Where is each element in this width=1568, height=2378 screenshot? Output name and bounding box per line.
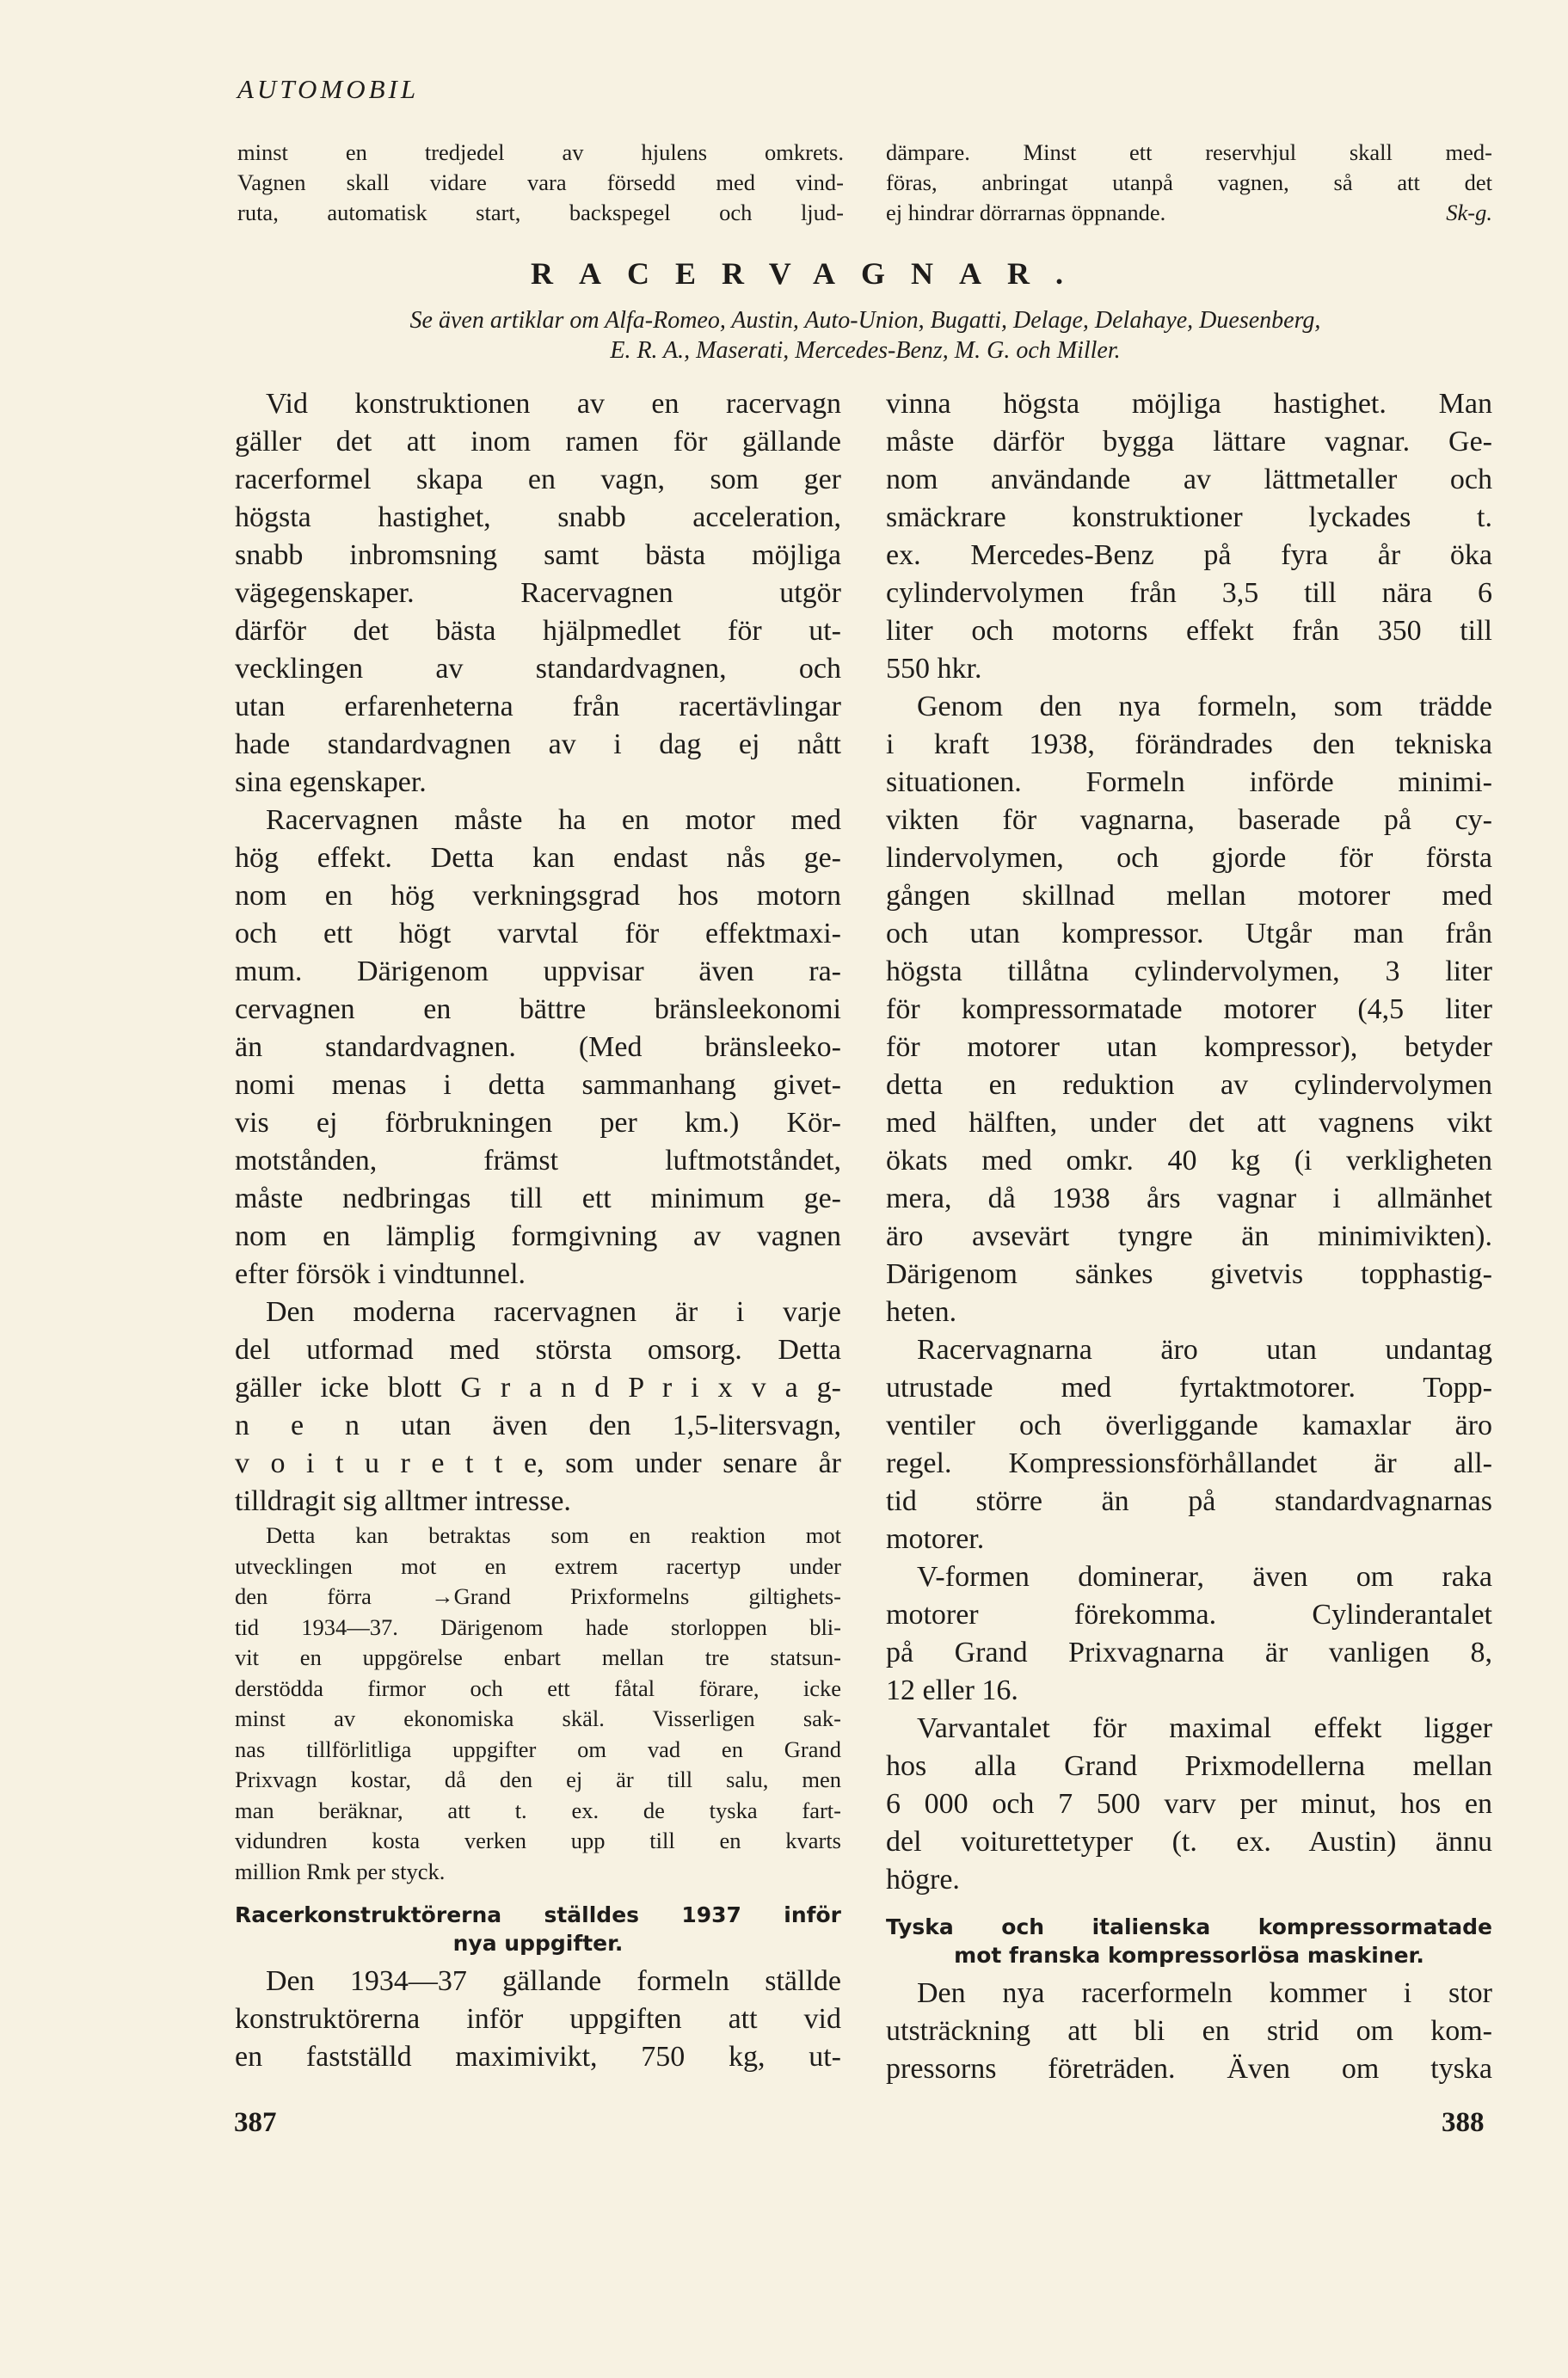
- text-line: för kompressormatade motorer (4,5 liter: [886, 993, 1492, 1025]
- text-line: pressorns företräden. Även om tyska: [886, 2053, 1492, 2085]
- paragraph: [886, 385, 1492, 688]
- text-line: hade standardvagnen av i dag ej nått: [235, 728, 841, 760]
- text-line: tid större än på standardvagnarnas: [886, 1485, 1492, 1517]
- text-line: ökats med omkr. 40 kg (i verkligheten: [886, 1145, 1492, 1177]
- text-line: dämpare. Minst ett reservhjul skall med-: [886, 139, 1492, 165]
- text-line: i kraft 1938, förändrades den tekniska: [886, 728, 1492, 760]
- text-line: million Rmk per styck.: [235, 1858, 446, 1884]
- paragraph: [886, 1710, 1492, 1899]
- text-line: vinna högsta möjliga hastighet. Man: [886, 388, 1492, 420]
- page-number-right: 388: [1442, 2107, 1485, 2138]
- text-line: vikten för vagnarna, baserade på cy-: [886, 804, 1492, 836]
- section-heading: [235, 1901, 841, 1957]
- text-line: en fastställd maximivikt, 750 kg, ut-: [235, 2041, 841, 2073]
- paragraph: [235, 1963, 841, 2076]
- text-line: Racerkonstruktörerna ställdes 1937 inför: [235, 1902, 841, 1927]
- text-line: [886, 198, 1492, 228]
- running-head: AUTOMOBIL: [237, 74, 420, 104]
- top-right-paragraph: [886, 138, 1492, 228]
- text-line: V-formen dominerar, även om raka: [917, 1561, 1492, 1593]
- text-line: Prixvagn kostar, då den ej är till salu, men: [235, 1767, 841, 1792]
- text-line: vägegenskaper. Racervagnen utgör: [235, 577, 841, 609]
- text-line: nom en hög verkningsgrad hos motorn: [235, 880, 841, 912]
- text-line: vit en uppgörelse enbart mellan tre statsun-: [235, 1644, 841, 1670]
- text-line: man beräknar, att t. ex. de tyska fart-: [235, 1797, 841, 1823]
- text-line: och utan kompressor. Utgår man från: [886, 918, 1492, 949]
- text-line: ruta, automatisk start, backspegel och ljud-: [237, 200, 844, 225]
- text-line: heten.: [886, 1296, 957, 1328]
- paragraph: [886, 1975, 1492, 2088]
- author-signature: Sk-g.: [1446, 200, 1492, 225]
- text-line: Varvantalet för maximal effekt ligger: [917, 1712, 1492, 1744]
- text-line: situationen. Formeln införde minimi-: [886, 766, 1492, 798]
- page-number-left: 387: [234, 2107, 277, 2138]
- left-column: [235, 385, 841, 2076]
- text-line: ex. Mercedes-Benz på fyra år öka: [886, 539, 1492, 571]
- text-line: äro avsevärt tyngre än minimivikten).: [886, 1220, 1492, 1252]
- text-line: Vagnen skall vidare vara försedd med vind-: [237, 169, 844, 195]
- text-line: vis ej förbrukningen per km.) Kör-: [235, 1107, 841, 1139]
- text-line: minst av ekonomiska skäl. Visserligen sak-: [235, 1705, 841, 1731]
- text-line: v o i t u r e t t e, som under senare år: [235, 1447, 841, 1479]
- text-line: gäller det att inom ramen för gällande: [235, 426, 841, 458]
- text-line: nomi menas i detta sammanhang givet-: [235, 1069, 841, 1101]
- text-line: cervagnen en bättre bränsleekonomi: [235, 993, 841, 1025]
- text-line: vecklingen av standardvagnen, och: [235, 653, 841, 685]
- see-also-note: [237, 305, 1493, 366]
- text-line: smäckrare konstruktioner lyckades t.: [886, 501, 1492, 533]
- text-line: mot franska kompressorlösa maskiner.: [954, 1943, 1424, 1968]
- text-line: nas tillförlitliga uppgifter om vad en Grand: [235, 1736, 841, 1762]
- paragraph: [235, 1521, 841, 1887]
- text-line: vidundren kosta verken upp till en kvarts: [235, 1828, 841, 1853]
- paragraph: [235, 1293, 841, 1521]
- text-line: del utformad med största omsorg. Detta: [235, 1334, 841, 1366]
- text-line-content: ej hindrar dörrarnas öppnande.: [886, 200, 1166, 225]
- text-line: med hälften, under det att vagnens vikt: [886, 1107, 1492, 1139]
- text-line: måste nedbringas till ett minimum ge-: [235, 1183, 841, 1214]
- text-line: Därigenom sänkes givetvis topphastig-: [886, 1258, 1492, 1290]
- section-heading: [886, 1913, 1492, 1969]
- text-line: gäller icke blott G r a n d P r i x v a g-: [235, 1372, 841, 1404]
- text-line: snabb inbromsning samt bästa möjliga: [235, 539, 841, 571]
- top-left-paragraph: [237, 138, 844, 228]
- text-line: Tyska och italienska kompressormatade: [886, 1914, 1492, 1939]
- text-line: Genom den nya formeln, som trädde: [917, 691, 1492, 722]
- text-line: hos alla Grand Prixmodellerna mellan: [886, 1750, 1492, 1782]
- text-line: utvecklingen mot en extrem racertyp under: [235, 1552, 841, 1579]
- text-line: högsta tillåtna cylindervolymen, 3 liter: [886, 956, 1492, 987]
- text-line: efter försök i vindtunnel.: [235, 1258, 526, 1290]
- text-line: detta en reduktion av cylindervolymen: [886, 1069, 1492, 1101]
- text-line: utsträckning att bli en strid om kom-: [886, 2015, 1492, 2047]
- text-line: högre.: [886, 1864, 960, 1896]
- text-line: konstruktörerna inför uppgiften att vid: [235, 2003, 841, 2035]
- text-line: för motorer utan kompressor), betyder: [886, 1031, 1492, 1063]
- text-line: 6 000 och 7 500 varv per minut, hos en: [886, 1788, 1492, 1820]
- paragraph: [886, 1558, 1492, 1710]
- text-line: därför det bästa hjälpmedlet för ut-: [235, 615, 841, 647]
- text-line: på Grand Prixvagnarna är vanligen 8,: [886, 1637, 1492, 1668]
- text-line: racerformel skapa en vagn, som ger: [235, 464, 841, 495]
- text-line: lindervolymen, och gjorde för första: [886, 842, 1492, 874]
- text-line: tid 1934—37. Därigenom hade storloppen bli-: [235, 1613, 841, 1640]
- text-line: högsta hastighet, snabb acceleration,: [235, 501, 841, 533]
- text-line: del voiturettetyper (t. ex. Austin) ännu: [886, 1826, 1492, 1858]
- text-line: cylindervolymen från 3,5 till nära 6: [886, 577, 1492, 609]
- text-line: Vid konstruktionen av en racervagn: [266, 388, 841, 420]
- text-line: ventiler och överliggande kamaxlar äro: [886, 1410, 1492, 1441]
- text-line: hög effekt. Detta kan endast nås ge-: [235, 842, 841, 874]
- paragraph: [235, 802, 841, 1293]
- text-line: Den 1934—37 gällande formeln ställde: [266, 1965, 841, 1997]
- text-line: motorer förekomma. Cylinderantalet: [886, 1599, 1492, 1631]
- paragraph: [886, 688, 1492, 1331]
- text-line: minst en tredjedel av hjulens omkrets.: [237, 139, 844, 165]
- text-line: tilldragit sig alltmer intresse.: [235, 1485, 571, 1517]
- text-line: utrustade med fyrtaktmotorer. Topp-: [886, 1372, 1492, 1404]
- text-line: nom användande av lättmetaller och: [886, 464, 1492, 495]
- paragraph: [886, 1331, 1492, 1558]
- see-also-line: Se även artiklar om Alfa-Romeo, Austin, Auto-Union, Bugatti, Delage, Delahaye, Duesenberg,: [409, 307, 1321, 334]
- text-line: mum. Därigenom uppvisar även ra-: [235, 956, 841, 987]
- text-line: regel. Kompressionsförhållandet är all-: [886, 1447, 1492, 1479]
- article-title: RACERVAGNAR.: [530, 256, 1090, 291]
- text-line: Racervagnarna äro utan undantag: [917, 1334, 1492, 1366]
- text-line: Detta kan betraktas som en reaktion mot: [266, 1522, 841, 1548]
- text-line: 550 hkr.: [886, 653, 982, 685]
- text-line: mera, då 1938 års vagnar i allmänhet: [886, 1183, 1492, 1214]
- text-line: 12 eller 16.: [886, 1674, 1018, 1706]
- text-line: liter och motorns effekt från 350 till: [886, 615, 1492, 647]
- right-column: [886, 385, 1492, 2088]
- text-line: utan erfarenheterna från racertävlingar: [235, 691, 841, 722]
- text-line: Racervagnen måste ha en motor med: [266, 804, 841, 836]
- text-line: nya uppgifter.: [452, 1931, 624, 1956]
- text-line: motorer.: [886, 1523, 985, 1555]
- text-line: den förra →Grand Prixformelns giltighets-: [235, 1583, 841, 1609]
- text-line: derstödda firmor och ett fåtal förare, icke: [235, 1674, 841, 1701]
- text-line: nom en lämplig formgivning av vagnen: [235, 1220, 841, 1252]
- text-line: och ett högt varvtal för effektmaxi-: [235, 918, 841, 949]
- paragraph: [235, 385, 841, 802]
- text-line: Den nya racerformeln kommer i stor: [917, 1977, 1492, 2009]
- text-line: n e n utan även den 1,5-litersvagn,: [235, 1410, 841, 1441]
- text-line: sina egenskaper.: [235, 766, 427, 798]
- text-line: Den moderna racervagnen är i varje: [266, 1296, 841, 1328]
- text-line: än standardvagnen. (Med bränsleeko-: [235, 1031, 841, 1063]
- text-line: gången skillnad mellan motorer med: [886, 880, 1492, 912]
- see-also-line: E. R. A., Maserati, Mercedes-Benz, M. G. och Miller.: [610, 337, 1121, 364]
- text-line: föras, anbringat utanpå vagnen, så att det: [886, 169, 1492, 195]
- text-line: motstånden, främst luftmotståndet,: [235, 1145, 841, 1177]
- text-line: måste därför bygga lättare vagnar. Ge-: [886, 426, 1492, 458]
